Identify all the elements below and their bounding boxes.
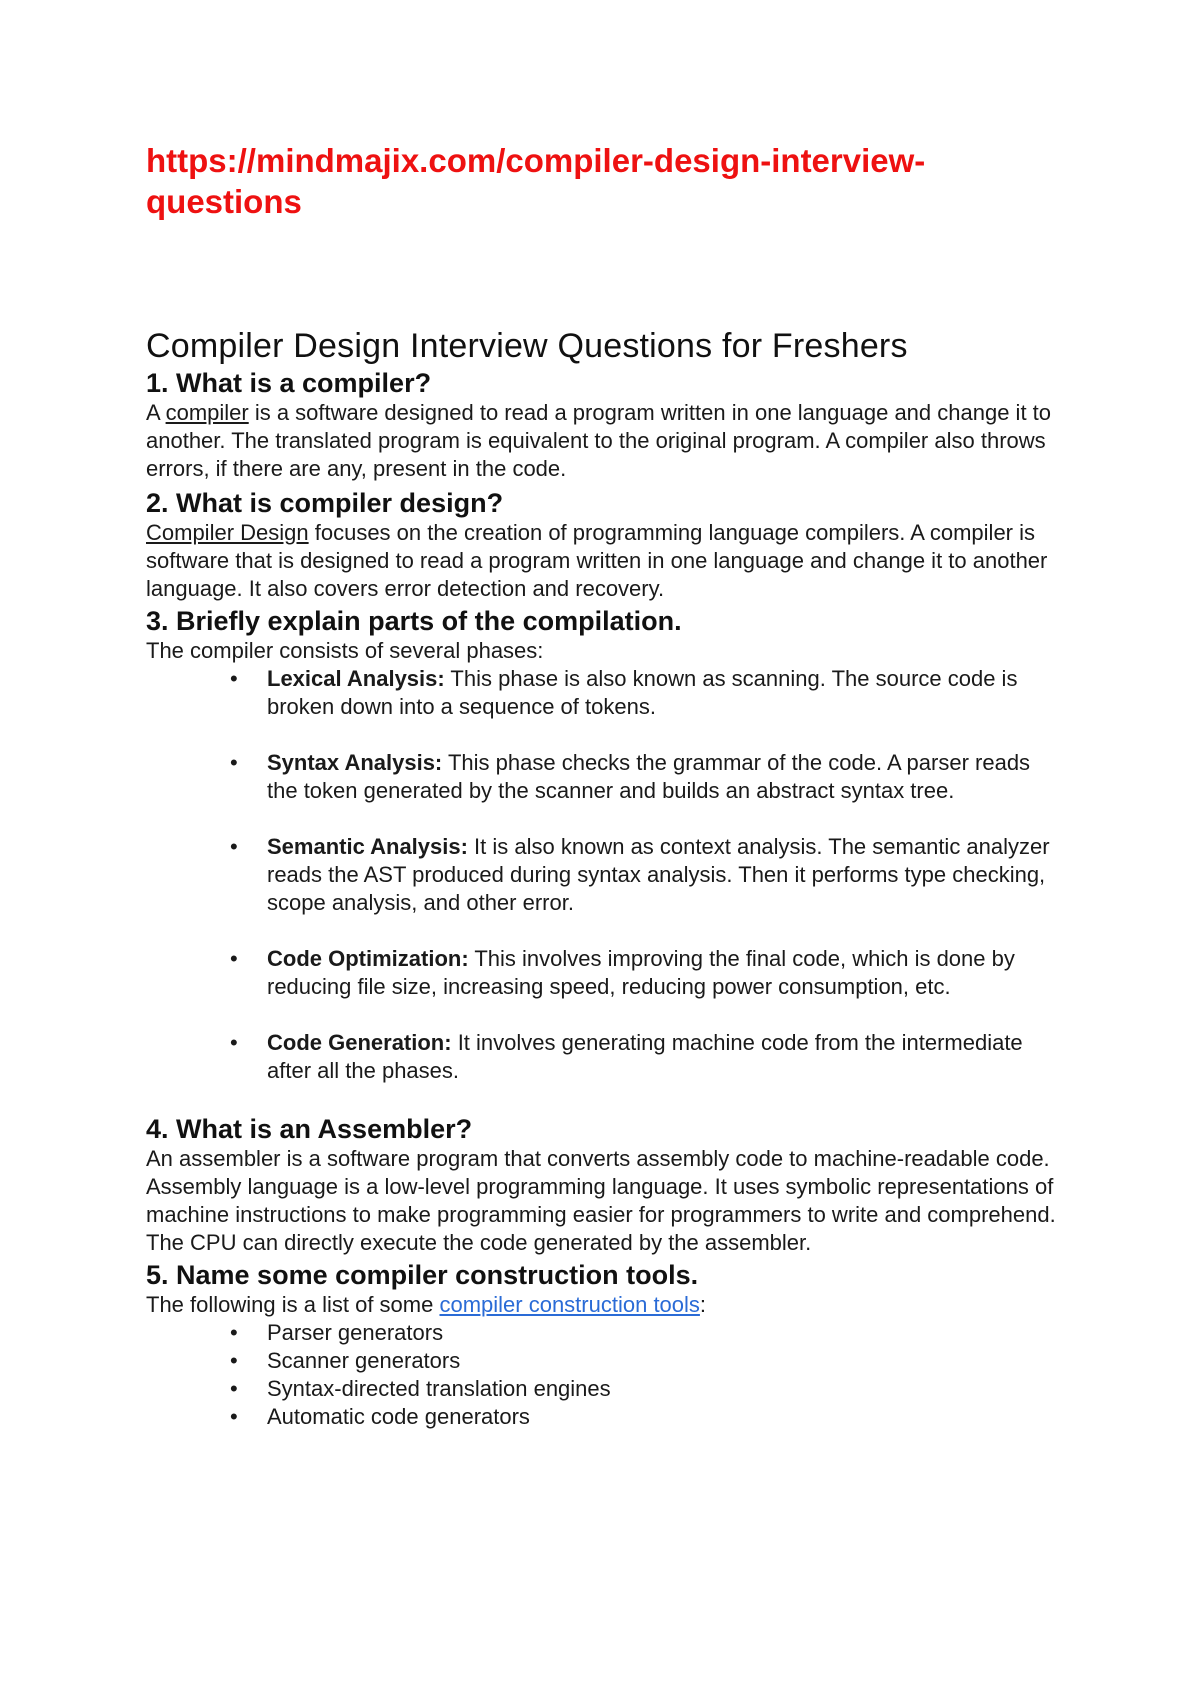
question-3-intro: The compiler consists of several phases: — [146, 638, 544, 663]
list-item — [146, 1375, 1066, 1403]
question-4-answer: An assembler is a software program that converts assembly code to machine-readable code. Assembly language is a low-level programming language. It uses symbolic representations of machine instructions to make programming easier for programmers to write and comprehend. The CPU can directly execute the code generated by the assembler. — [146, 1146, 1056, 1255]
bullet-icon: • — [230, 1320, 238, 1345]
phase-text: It involves generating machine code from the intermediate after all the phases. — [267, 1030, 1023, 1083]
question-5-heading: 5. Name some compiler construction tools. — [146, 1260, 699, 1290]
tool-label: Scanner generators — [267, 1348, 461, 1373]
page-title: Compiler Design Interview Questions for Freshers — [146, 327, 908, 365]
compiler-construction-tools-link[interactable]: compiler construction tools — [439, 1292, 700, 1317]
phase-text: This phase is also known as scanning. The source code is broken down into a sequence of tokens. — [267, 666, 1018, 719]
list-item — [146, 945, 1066, 1001]
question-2-heading: 2. What is compiler design? — [146, 488, 504, 518]
q5-intro-prefix: The following is a list of some — [146, 1292, 440, 1317]
list-item — [146, 1403, 1066, 1431]
phase-term: Semantic Analysis: — [267, 834, 468, 859]
list-item — [146, 1319, 1066, 1347]
phase-text: This involves improving the final code, which is done by reducing file size, increasing speed, reducing power consumption, etc. — [267, 946, 1015, 999]
question-2-answer — [146, 519, 1066, 603]
q5-intro-suffix: : — [699, 1292, 707, 1317]
phase-term: Lexical Analysis: — [267, 666, 445, 691]
question-1-heading: 1. What is a compiler? — [146, 368, 432, 398]
question-5-intro — [146, 1291, 1066, 1319]
tools-list — [146, 1319, 1066, 1431]
source-url-line1: https://mindmajix.com/compiler-design-interview- — [146, 142, 926, 179]
bullet-icon: • — [230, 1404, 238, 1429]
source-url-link[interactable] — [146, 140, 1066, 222]
question-4-heading: 4. What is an Assembler? — [146, 1114, 473, 1144]
question-1-answer — [146, 399, 1066, 483]
phase-text: It is also known as context analysis. The semantic analyzer reads the AST produced during syntax analysis. Then it performs type checking, scope analysis, and other error. — [267, 834, 1050, 915]
list-item — [146, 749, 1066, 805]
q1-prefix: A — [146, 400, 166, 425]
document-page — [146, 140, 1066, 1431]
phases-list — [146, 665, 1066, 1085]
bullet-icon: • — [230, 750, 238, 775]
bullet-icon: • — [230, 1376, 238, 1401]
bullet-icon: • — [230, 946, 238, 971]
bullet-icon: • — [230, 1030, 238, 1055]
source-url-line2: questions — [146, 183, 302, 220]
phase-text: This phase checks the grammar of the code. A parser reads the token generated by the scanner and builds an abstract syntax tree. — [267, 750, 1031, 803]
list-item — [146, 665, 1066, 721]
compiler-link[interactable]: compiler — [165, 400, 249, 425]
bullet-icon: • — [230, 834, 238, 859]
tool-label: Parser generators — [267, 1320, 444, 1345]
bullet-icon: • — [230, 1348, 238, 1373]
phase-term: Code Optimization: — [267, 946, 469, 971]
q2-text: focuses on the creation of programming language compilers. A compiler is software that is designed to read a program written in one language and change it to another language. It also covers error detection and recovery. — [146, 520, 1048, 601]
tool-label: Syntax-directed translation engines — [267, 1376, 611, 1401]
list-item — [146, 833, 1066, 917]
list-item — [146, 1347, 1066, 1375]
question-3-heading: 3. Briefly explain parts of the compilation. — [146, 606, 682, 636]
compiler-design-link[interactable]: Compiler Design — [146, 520, 309, 545]
phase-term: Code Generation: — [267, 1030, 452, 1055]
phase-term: Syntax Analysis: — [267, 750, 443, 775]
bullet-icon: • — [230, 666, 238, 691]
tool-label: Automatic code generators — [267, 1404, 530, 1429]
list-item — [146, 1029, 1066, 1085]
q1-text: is a software designed to read a program written in one language and change it to another. The translated program is equivalent to the original program. A compiler also throws errors, if there are any, present in the code. — [146, 400, 1052, 481]
